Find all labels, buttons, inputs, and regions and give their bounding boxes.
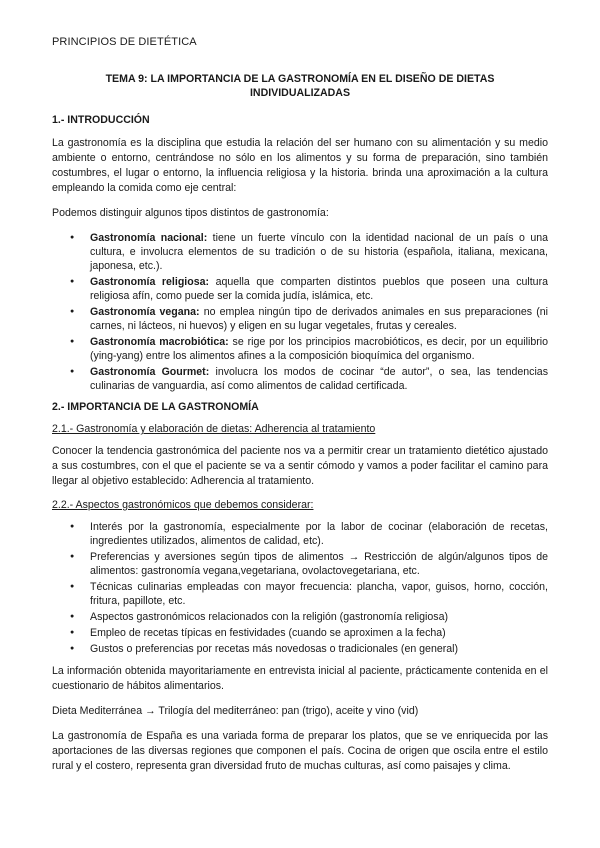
course-header: PRINCIPIOS DE DIETÉTICA <box>52 36 197 48</box>
interview-paragraph: La información obtenida mayoritariamente en entrevista inicial al paciente, prácticamente contenida en el cuestionario de hábitos alimentarios. <box>52 665 548 692</box>
mediterranean-line: Dieta Mediterránea → Trilogía del mediterráneo: pan (trigo), aceite y vino (vid) <box>52 705 419 717</box>
type-term: Gastronomía nacional: <box>90 232 208 244</box>
type-term: Gastronomía vegana: <box>90 306 200 318</box>
type-desc: se rige por los principios macrobióticos, es decir, por un equilibrio (ying-yang) entre los alimentos afines a la composición bioquímica del organismo. <box>90 336 549 362</box>
list-item: ● Gustos o preferencias por recetas más novedosas o tradicionales (en general) <box>90 642 548 656</box>
list-item: ● Aspectos gastronómicos relacionados con la religión (gastronomía religiosa) <box>90 610 548 624</box>
subsection-2-2-heading: 2.2.- Aspectos gastronómicos que debemos considerar: <box>52 499 314 511</box>
list-item <box>90 335 548 363</box>
aspects-list <box>52 520 548 656</box>
adherence-paragraph: Conocer la tendencia gastronómica del paciente nos va a permitir crear un tratamiento dietético ajustado a sus costumbres, con el que el paciente se va a sentir cómodo y vamos a poder facilitar el camino para llegar al objetivo establecido: Adherencia al tratamiento. <box>52 445 548 487</box>
list-item: ● Preferencias y aversiones según tipos de alimentos → Restricción de algún/algunos tipos de alimentos: gastronomía vegana,vegetariana, ovolactovegetariana, etc. <box>90 550 548 578</box>
type-desc: aquella que comparten distintos pueblos que poseen una cultura religiosa afín, como puede ser la comida judía, islámica, etc. <box>90 276 548 302</box>
list-item: ● Técnicas culinarias empleadas con mayor frecuencia: plancha, vapor, guisos, horno, cocción, fritura, papillote, etc. <box>90 580 548 608</box>
type-desc: tiene un fuerte vínculo con la identidad nacional de un país o una cultura, e involucra elementos de su tradición o de su historia (española, italiana, mexicana, japonesa, etc.). <box>90 232 548 272</box>
type-term: Gastronomía Gourmet: <box>90 366 210 378</box>
list-item <box>90 365 548 393</box>
list-item <box>90 275 548 303</box>
type-term: Gastronomía religiosa: <box>90 276 210 288</box>
spain-paragraph: La gastronomía de España es una variada forma de preparar los platos, que se ve enriquecida por las aportaciones de las diversas regiones que componen el país. Cocina de origen que oscila entre el estilo rural y el costero, representa gran diversidad fruto de muchas culturas, así como paisajes y clima. <box>52 730 548 772</box>
type-desc: involucra los modos de cocinar “de autor”, o sea, las tendencias culinarias de vanguardia, así como alimentos de calidad certificada. <box>90 366 548 392</box>
subsection-2-1-heading: 2.1.- Gastronomía y elaboración de dietas: Adherencia al tratamiento <box>52 423 376 435</box>
section-2-heading: 2.- IMPORTANCIA DE LA GASTRONOMÍA <box>52 401 259 413</box>
list-item: ● Empleo de recetas típicas en festividades (cuando se aproximen a la fecha) <box>90 626 548 640</box>
list-item <box>90 231 548 273</box>
title-line-2: INDIVIDUALIZADAS <box>249 87 351 99</box>
type-desc: no emplea ningún tipo de derivados animales en sus preparaciones (ni carnes, ni lácteos, ni huevos) y eligen en su lugar vegetales, frutas y cereales. <box>90 306 548 332</box>
document-title <box>52 72 548 100</box>
list-item: ● Interés por la gastronomía, especialmente por la labor de cocinar (elaboración de recetas, ingredientes utilizados, alimentos de calidad, etc). <box>90 520 548 548</box>
list-item <box>90 305 548 333</box>
section-1-heading: 1.- INTRODUCCIÓN <box>52 114 150 126</box>
title-line-1: TEMA 9: LA IMPORTANCIA DE LA GASTRONOMÍA EN EL DISEÑO DE DIETAS <box>105 73 495 85</box>
gastronomy-types-list <box>52 231 548 393</box>
types-lead: Podemos distinguir algunos tipos distintos de gastronomía: <box>52 207 329 219</box>
type-term: Gastronomía macrobiótica: <box>90 336 229 348</box>
intro-paragraph: La gastronomía es la disciplina que estudia la relación del ser humano con su alimentación y su medio ambiente o entorno, centrándose no sólo en los alimentos y su forma de preparación, sino también costumbres, el lugar o entorno, la influencia religiosa y la historia. brinda una aproximación a la cultura empleando la comida como eje central: <box>52 137 548 194</box>
